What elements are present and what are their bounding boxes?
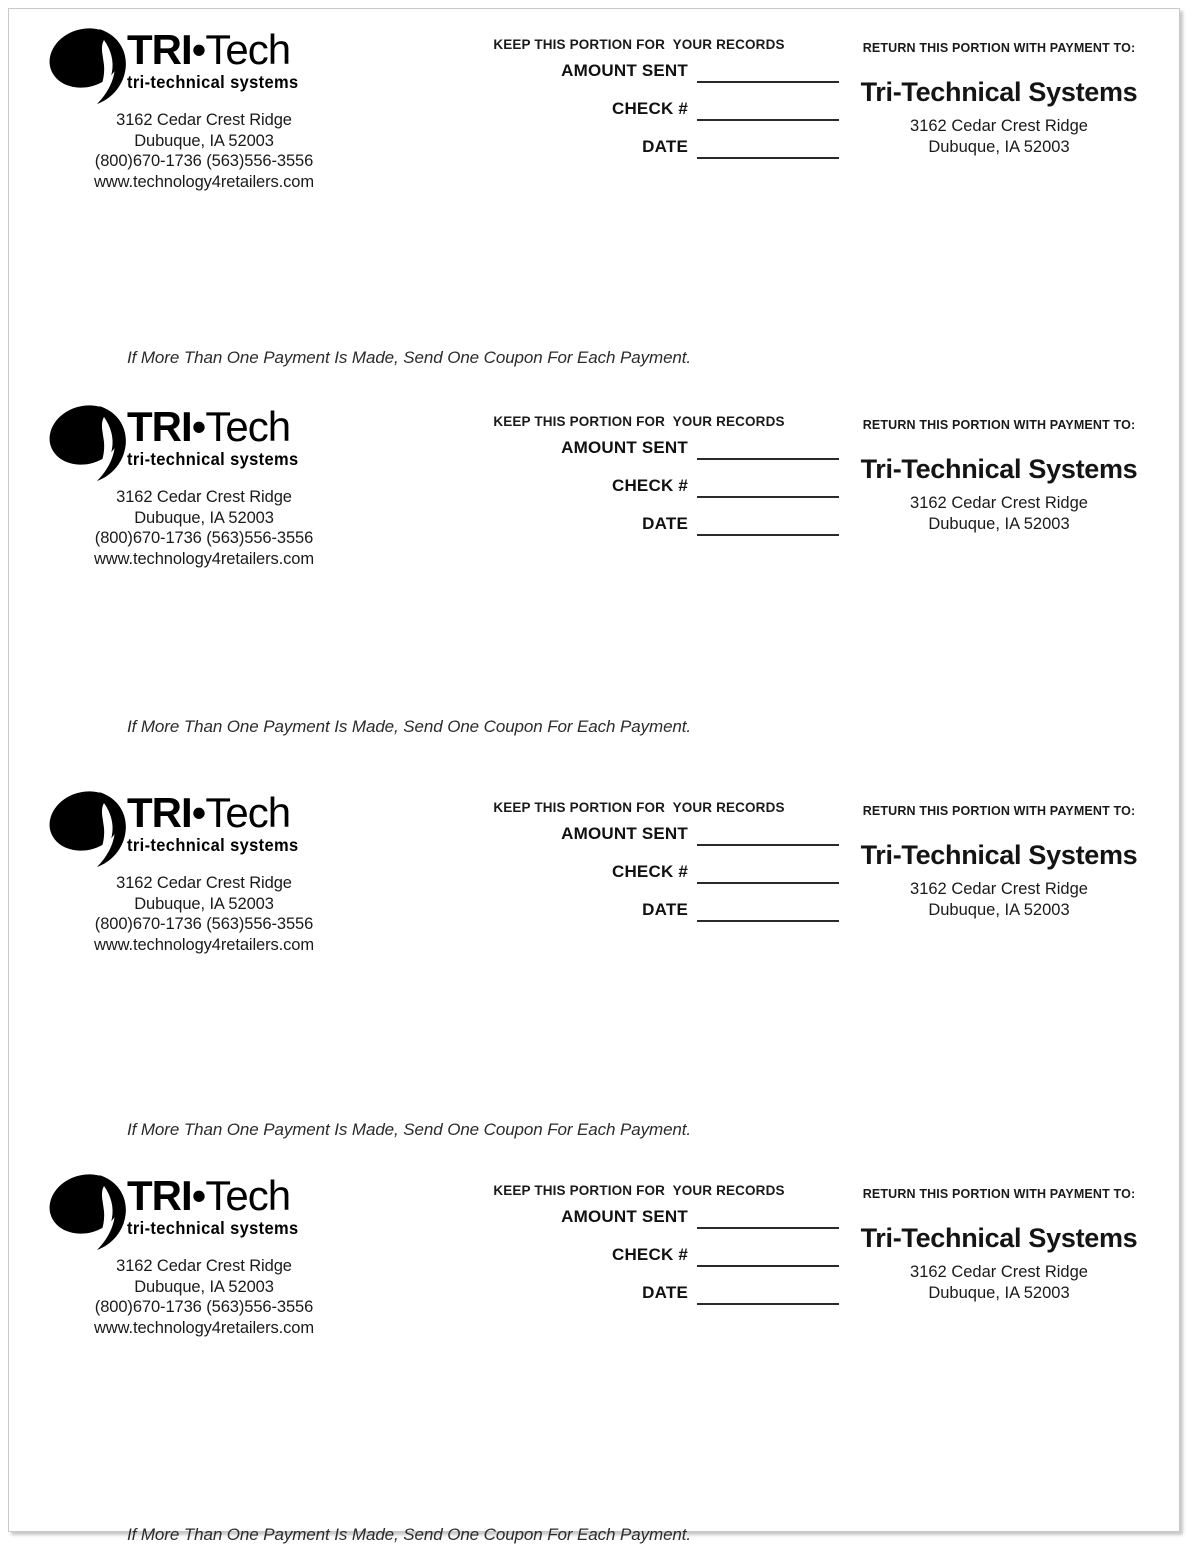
return-address <box>849 879 1149 921</box>
return-address <box>849 1262 1149 1304</box>
company-identity <box>39 23 369 192</box>
logo-wordmark <box>127 1172 310 1238</box>
company-phones: (800)670-1736 (563)556-3556 <box>94 529 314 547</box>
logo <box>39 400 369 484</box>
return-address-street: 3162 Cedar Crest Ridge <box>910 1263 1088 1281</box>
coupon-block <box>9 1155 1179 1544</box>
check-number-input[interactable] <box>697 863 839 884</box>
tritech-logo-icon <box>47 400 135 484</box>
coupon-block <box>9 772 1179 1156</box>
company-identity <box>39 400 369 569</box>
keep-portion-heading: KEEP THIS PORTION FOR YOUR RECORDS <box>493 1183 785 1198</box>
logo-text-tech: •Tech <box>191 789 291 836</box>
amount-sent-input[interactable] <box>697 439 839 460</box>
company-address <box>39 110 369 192</box>
company-phones: (800)670-1736 (563)556-3556 <box>94 915 314 933</box>
logo-text-tech: •Tech <box>191 26 291 73</box>
company-phones: (800)670-1736 (563)556-3556 <box>94 152 314 170</box>
keep-portion-heading: KEEP THIS PORTION FOR YOUR RECORDS <box>493 414 785 429</box>
field-label: DATE <box>642 1283 688 1302</box>
coupon-block <box>9 386 1179 770</box>
company-website: www.technology4retailers.com <box>93 935 315 954</box>
field-date <box>439 137 839 159</box>
company-address <box>39 487 369 569</box>
return-address-street: 3162 Cedar Crest Ridge <box>910 494 1088 512</box>
field-label: AMOUNT SENT <box>561 61 688 80</box>
date-input[interactable] <box>697 1284 839 1305</box>
return-portion <box>849 1187 1149 1304</box>
return-address-city: Dubuque, IA 52003 <box>928 901 1070 919</box>
tritech-logo-icon <box>47 23 135 107</box>
keep-portion-heading: KEEP THIS PORTION FOR YOUR RECORDS <box>493 37 785 52</box>
keep-portion <box>439 414 839 536</box>
address-street: 3162 Cedar Crest Ridge <box>116 111 292 129</box>
logo-text-tri: TRI <box>127 403 192 450</box>
company-identity <box>39 1169 369 1338</box>
logo-wordmark <box>127 789 310 855</box>
keep-portion <box>439 800 839 922</box>
date-input[interactable] <box>697 901 839 922</box>
tritech-logo-icon <box>47 786 135 870</box>
address-street: 3162 Cedar Crest Ridge <box>116 874 292 892</box>
return-address <box>849 493 1149 535</box>
field-label: AMOUNT SENT <box>561 1207 688 1226</box>
logo-text-tech: •Tech <box>191 1172 291 1219</box>
document-page <box>8 8 1180 1544</box>
field-label: DATE <box>642 900 688 919</box>
field-check-number <box>439 99 839 121</box>
logo <box>39 1169 369 1253</box>
logo <box>39 23 369 107</box>
footer-note: If More Than One Payment Is Made, Send One Coupon For Each Payment. <box>127 1120 692 1139</box>
field-label: AMOUNT SENT <box>561 824 688 843</box>
field-label: DATE <box>642 514 688 533</box>
tritech-logo-icon <box>47 1169 135 1253</box>
return-portion-heading: RETURN THIS PORTION WITH PAYMENT TO: <box>862 1187 1136 1201</box>
logo-text-tri: TRI <box>127 26 192 73</box>
return-address-city: Dubuque, IA 52003 <box>928 1284 1070 1302</box>
amount-sent-input[interactable] <box>697 825 839 846</box>
field-label: CHECK # <box>611 862 688 881</box>
field-date <box>439 1283 839 1305</box>
field-date <box>439 514 839 536</box>
field-amount-sent <box>439 1207 839 1229</box>
return-company-name: Tri-Technical Systems <box>860 840 1138 870</box>
address-street: 3162 Cedar Crest Ridge <box>116 488 292 506</box>
field-amount-sent <box>439 438 839 460</box>
field-amount-sent <box>439 824 839 846</box>
field-label: AMOUNT SENT <box>561 438 688 457</box>
keep-portion-heading: KEEP THIS PORTION FOR YOUR RECORDS <box>493 800 785 815</box>
keep-portion <box>439 1183 839 1305</box>
keep-portion <box>439 37 839 159</box>
field-label: CHECK # <box>611 99 688 118</box>
return-portion-heading: RETURN THIS PORTION WITH PAYMENT TO: <box>862 804 1136 818</box>
return-address-city: Dubuque, IA 52003 <box>928 138 1070 156</box>
coupon-block <box>9 9 1179 393</box>
logo <box>39 786 369 870</box>
company-address <box>39 1256 369 1338</box>
field-date <box>439 900 839 922</box>
return-portion <box>849 804 1149 921</box>
footer-note: If More Than One Payment Is Made, Send One Coupon For Each Payment. <box>127 348 692 367</box>
company-phones: (800)670-1736 (563)556-3556 <box>94 1298 314 1316</box>
logo-tagline: tri-technical systems <box>127 835 299 855</box>
company-website: www.technology4retailers.com <box>93 549 315 568</box>
amount-sent-input[interactable] <box>697 62 839 83</box>
field-label: CHECK # <box>611 476 688 495</box>
logo-tagline: tri-technical systems <box>127 449 299 469</box>
address-city: Dubuque, IA 52003 <box>134 1277 274 1296</box>
return-company-name: Tri-Technical Systems <box>860 454 1138 484</box>
company-website: www.technology4retailers.com <box>93 1318 315 1337</box>
return-address-city: Dubuque, IA 52003 <box>928 515 1070 533</box>
field-amount-sent <box>439 61 839 83</box>
footer-note: If More Than One Payment Is Made, Send One Coupon For Each Payment. <box>127 717 692 736</box>
check-number-input[interactable] <box>697 1246 839 1267</box>
return-company-name: Tri-Technical Systems <box>860 1223 1138 1253</box>
logo-tagline: tri-technical systems <box>127 72 299 92</box>
return-address-street: 3162 Cedar Crest Ridge <box>910 880 1088 898</box>
field-check-number <box>439 862 839 884</box>
return-portion-heading: RETURN THIS PORTION WITH PAYMENT TO: <box>862 418 1136 432</box>
check-number-input[interactable] <box>697 100 839 121</box>
return-portion <box>849 418 1149 535</box>
logo-text-tri: TRI <box>127 1172 192 1219</box>
date-input[interactable] <box>697 138 839 159</box>
logo-wordmark <box>127 26 310 92</box>
logo-text-tri: TRI <box>127 789 192 836</box>
return-portion <box>849 41 1149 158</box>
amount-sent-input[interactable] <box>697 1208 839 1229</box>
field-check-number <box>439 476 839 498</box>
company-address <box>39 873 369 955</box>
check-number-input[interactable] <box>697 477 839 498</box>
address-street: 3162 Cedar Crest Ridge <box>116 1257 292 1275</box>
return-address <box>849 116 1149 158</box>
address-city: Dubuque, IA 52003 <box>134 131 274 150</box>
footer-note: If More Than One Payment Is Made, Send One Coupon For Each Payment. <box>127 1525 692 1544</box>
logo-wordmark <box>127 403 310 469</box>
logo-text-tech: •Tech <box>191 403 291 450</box>
logo-tagline: tri-technical systems <box>127 1218 299 1238</box>
return-company-name: Tri-Technical Systems <box>860 77 1138 107</box>
address-city: Dubuque, IA 52003 <box>134 508 274 527</box>
field-check-number <box>439 1245 839 1267</box>
field-label: DATE <box>642 137 688 156</box>
date-input[interactable] <box>697 515 839 536</box>
return-portion-heading: RETURN THIS PORTION WITH PAYMENT TO: <box>862 41 1136 55</box>
address-city: Dubuque, IA 52003 <box>134 894 274 913</box>
return-address-street: 3162 Cedar Crest Ridge <box>910 117 1088 135</box>
company-website: www.technology4retailers.com <box>93 172 315 191</box>
field-label: CHECK # <box>611 1245 688 1264</box>
company-identity <box>39 786 369 955</box>
